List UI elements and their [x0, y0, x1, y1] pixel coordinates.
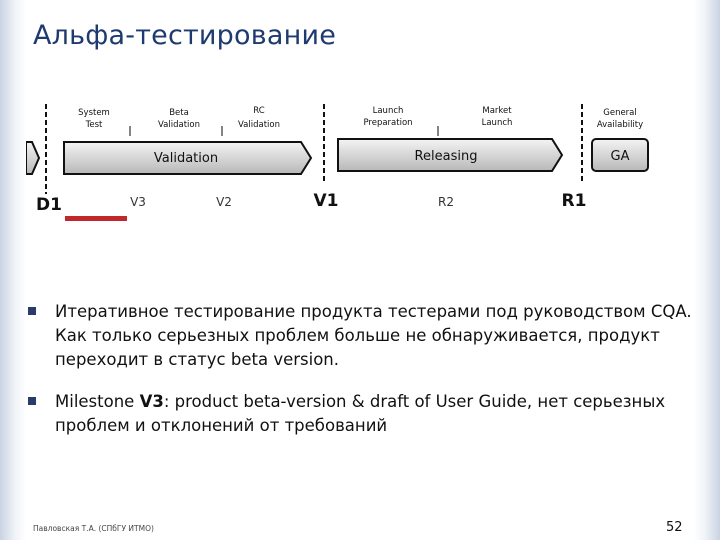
page-number: 52: [666, 520, 683, 535]
footer-author: Павловская Т.А. (СПбГУ ИТМО): [33, 524, 154, 533]
bullet-text-post: : product beta-version & draft of User Guide, нет серьезных проблем и отклонений от требований: [55, 392, 666, 435]
bullet-text: Итеративное тестирование продукта тестерами под руководством CQA. Как только серьезных проблем больше не обнаруживается, продукт переходит в статус beta version.: [55, 302, 692, 369]
bullet-marker: [28, 307, 36, 315]
bullet-text-bold: V3: [139, 392, 164, 411]
phase-label-market-launch-line1: Market: [482, 106, 512, 116]
milestone-d1: D1: [36, 195, 62, 215]
bullet-marker: [28, 397, 36, 405]
phase-label-system-test-line2: Test: [85, 120, 103, 130]
phase-label-rc-validation-line1: RC: [253, 106, 265, 116]
slide-title: Альфа-тестирование: [33, 20, 336, 51]
bullet-list: [28, 300, 698, 456]
release-process-diagram: [26, 76, 678, 224]
bullet-item: [28, 390, 698, 438]
bullet-text: [55, 390, 698, 438]
validation-label: Validation: [153, 151, 219, 166]
diagram-svg: [26, 76, 678, 224]
phase-label-launch-preparation-line1: Launch: [372, 106, 404, 116]
phase-label-beta-validation-line1: Beta: [169, 108, 189, 118]
current-milestone-highlight: [65, 216, 127, 221]
phase-label-general-availability-line1: General: [603, 108, 637, 118]
previous-phase-arrow: [26, 142, 39, 174]
milestone-r2: R2: [438, 195, 454, 209]
releasing-label: Releasing: [414, 149, 478, 164]
milestone-v3: V3: [130, 195, 146, 209]
phase-label-beta-validation-line2: Validation: [158, 120, 200, 130]
phase-label-market-launch-line2: Launch: [481, 118, 513, 128]
phase-label-system-test-line1: System: [78, 108, 110, 118]
bullet-text-pre: Milestone: [55, 392, 140, 411]
milestone-v1: V1: [313, 191, 339, 211]
milestone-v2: V2: [216, 195, 232, 209]
phase-label-launch-preparation-line2: Preparation: [363, 118, 413, 128]
ga-label: GA: [610, 149, 630, 164]
phase-label-general-availability-line2: Availability: [596, 120, 644, 130]
phase-label-rc-validation-line2: Validation: [238, 120, 280, 130]
milestone-r1: R1: [561, 191, 587, 211]
bullet-item: [28, 300, 698, 372]
